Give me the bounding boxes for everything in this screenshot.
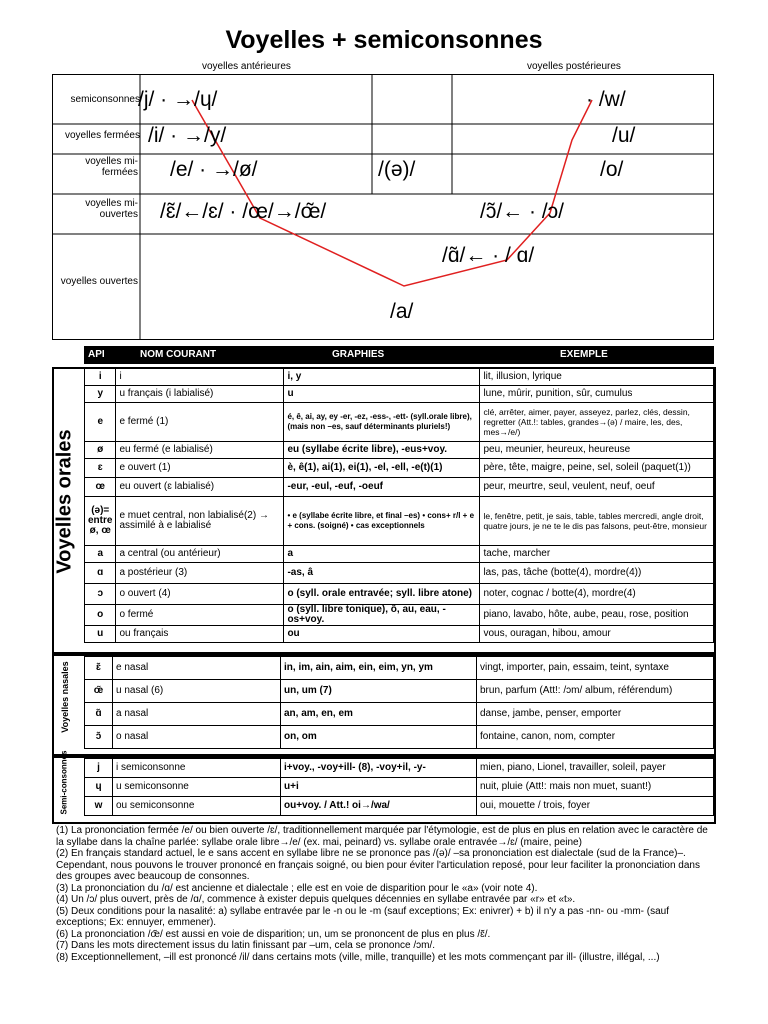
table-row bbox=[85, 386, 714, 403]
cell-graphies: é, ê, ai, ay, ey -er, -ez, -ess-, -ett- (syll.orale libre), (mais non –es, sauf déterminants pluriels!) bbox=[284, 403, 480, 442]
footnote: (5) Deux conditions pour la nasalité: a) syllabe entravée par le -n ou le -m (sauf exceptions; Ex: enivrer) + b) il n'y a pas -nn- ou -mm- (sauf exceptions; Ex: ennuyer, emmener). bbox=[56, 905, 670, 928]
section-label-semi: Semi-consonnes bbox=[59, 750, 69, 815]
cell-name: a postérieur (3) bbox=[116, 563, 284, 584]
table-row bbox=[85, 703, 714, 726]
cell-graphies: an, am, en, em bbox=[281, 703, 477, 726]
cell-example: vingt, importer, pain, essaim, teint, syntaxe bbox=[477, 657, 714, 680]
row-label-open: voyelles ouvertes bbox=[60, 276, 138, 287]
cell-name: i semiconsonne bbox=[113, 759, 281, 778]
cell-example: piano, lavabo, hôte, aube, peau, rose, position bbox=[480, 605, 714, 626]
cell-graphies: a bbox=[284, 546, 480, 563]
ipa-back-semi: · /w/ bbox=[586, 88, 626, 111]
footnote: (8) Exceptionnellement, –ill est prononcé /il/ dans certains mots (ville, mille, tranquille) et les mots commençant par ill- (illustre, illégal, ...) bbox=[56, 951, 660, 963]
cell-name: a nasal bbox=[113, 703, 281, 726]
cell-example: clé, arrêter, aimer, payer, asseyez, parlez, clés, dessin, regretter (Att.!: tables, grandes→(ə) / maire, les, des, mes→/e/) bbox=[480, 403, 714, 442]
cell-example: lit, illusion, lyrique bbox=[480, 369, 714, 386]
ipa-front-midopen: /ɛ̃/←/ɛ/ · /œ/→/œ̃/ bbox=[160, 200, 327, 223]
cell-api: ɑ̃ bbox=[85, 703, 113, 726]
cell-example: père, tête, maigre, peine, sel, soleil (paquet(1)) bbox=[480, 459, 714, 478]
footnote: (1) La prononciation fermée /e/ ou bien ouverte /ɛ/, traditionnellement marquée par l'étymologie, est de plus en plus en relation avec le caractère de la syllabe dans la chaîne parlée: syllabe orale libre→/e/ (ex. mai, peinard) vs. syllabe orale entravée→/ɛ/ (maire, peine) bbox=[56, 825, 708, 848]
table-row bbox=[85, 369, 714, 386]
cell-api: u bbox=[85, 626, 116, 643]
col-header-name: NOM COURANT bbox=[140, 349, 217, 360]
table-row bbox=[85, 497, 714, 546]
cell-example: lune, mûrir, punition, sûr, cumulus bbox=[480, 386, 714, 403]
cell-name: e nasal bbox=[113, 657, 281, 680]
cell-name: a central (ou antérieur) bbox=[116, 546, 284, 563]
table-row bbox=[85, 626, 714, 643]
cell-api: j bbox=[85, 759, 113, 778]
cell-graphies: ou+voy. / Att.! oi→/wa/ bbox=[281, 797, 477, 816]
cell-name: ou français bbox=[116, 626, 284, 643]
cell-graphies: i, y bbox=[284, 369, 480, 386]
cell-api: w bbox=[85, 797, 113, 816]
cell-api: y bbox=[85, 386, 116, 403]
cell-api: ø bbox=[85, 442, 116, 459]
cell-graphies: eu (syllabe écrite libre), -eus+voy. bbox=[284, 442, 480, 459]
cell-example: fontaine, canon, nom, compter bbox=[477, 726, 714, 749]
table-row bbox=[85, 459, 714, 478]
table-row bbox=[85, 584, 714, 605]
cell-graphies: u bbox=[284, 386, 480, 403]
cell-name: eu fermé (e labialisé) bbox=[116, 442, 284, 459]
ipa-central-a: /a/ bbox=[390, 300, 414, 323]
cell-api: œ̃ bbox=[85, 680, 113, 703]
cell-graphies: è, ê(1), ai(1), ei(1), -el, -ell, -e(t)(1) bbox=[284, 459, 480, 478]
cell-example: peu, meunier, heureux, heureuse bbox=[480, 442, 714, 459]
cell-name: o nasal bbox=[113, 726, 281, 749]
table-row bbox=[85, 478, 714, 497]
cell-api: o bbox=[85, 605, 116, 626]
cell-name: e ouvert (1) bbox=[116, 459, 284, 478]
cell-graphies: -eur, -eul, -euf, -oeuf bbox=[284, 478, 480, 497]
cell-example: noter, cognac / botte(4), mordre(4) bbox=[480, 584, 714, 605]
table-row bbox=[85, 442, 714, 459]
ipa-back-closed: /u/ bbox=[612, 124, 636, 147]
cell-graphies: -as, â bbox=[284, 563, 480, 584]
ipa-front-midclosed: /e/ · →/ø/ bbox=[170, 158, 258, 181]
cell-name: u nasal (6) bbox=[113, 680, 281, 703]
cell-example: oui, mouette / trois, foyer bbox=[477, 797, 714, 816]
cell-example: nuit, pluie (Att!: mais non muet, suant!) bbox=[477, 778, 714, 797]
cell-name: e fermé (1) bbox=[116, 403, 284, 442]
table-row bbox=[85, 759, 714, 778]
cell-example: mien, piano, Lionel, travailler, soleil, payer bbox=[477, 759, 714, 778]
vowel-chart bbox=[52, 58, 714, 340]
cell-graphies: o (syll. orale entravée; syll. libre atone) bbox=[284, 584, 480, 605]
header-front: voyelles antérieures bbox=[202, 61, 291, 72]
cell-api: œ bbox=[85, 478, 116, 497]
cell-example: danse, jambe, penser, emporter bbox=[477, 703, 714, 726]
cell-graphies: ou bbox=[284, 626, 480, 643]
ipa-front-closed: /i/ · →/y/ bbox=[148, 124, 227, 147]
cell-graphies: o (syll. libre tonique), ô, au, eau, -os+voy. bbox=[284, 605, 480, 626]
ipa-back-midclosed: /o/ bbox=[600, 158, 624, 181]
cell-example: le, fenêtre, petit, je sais, table, tables mercredi, angle droit, quatre jours, je ne te le dis pas falsons, peut-être, monsieur bbox=[480, 497, 714, 546]
header-back: voyelles postérieures bbox=[527, 61, 621, 72]
page-title: Voyelles + semiconsonnes bbox=[225, 26, 543, 54]
cell-name: eu ouvert (ɛ labialisé) bbox=[116, 478, 284, 497]
col-header-api: API bbox=[88, 349, 105, 360]
cell-api: ɛ bbox=[85, 459, 116, 478]
cell-api: a bbox=[85, 546, 116, 563]
table-oral bbox=[84, 368, 714, 643]
row-label-semi: semiconsonnes bbox=[70, 94, 140, 105]
cell-name: e muet central, non labialisé(2) → assimilé à e labialisé bbox=[116, 497, 284, 546]
cell-name: ou semiconsonne bbox=[113, 797, 281, 816]
cell-example: tache, marcher bbox=[480, 546, 714, 563]
cell-name: u français (i labialisé) bbox=[116, 386, 284, 403]
section-label-nasal: Voyelles nasales bbox=[60, 661, 70, 733]
ipa-back-open: /ɑ̃/← · / ɑ/ bbox=[442, 244, 535, 267]
cell-name: o fermé bbox=[116, 605, 284, 626]
table-header bbox=[84, 346, 714, 364]
table-row bbox=[85, 657, 714, 680]
col-header-example: EXEMPLE bbox=[560, 349, 608, 360]
footnotes bbox=[56, 825, 716, 963]
cell-graphies: i+voy., -voy+ill- (8), -voy+il, -y- bbox=[281, 759, 477, 778]
footnote: (6) La prononciation /œ̃/ est aussi en voie de disparition; un, um se prononcent de plus en plus /ɛ̃/. bbox=[56, 928, 491, 940]
cell-api: e bbox=[85, 403, 116, 442]
table-semi bbox=[84, 758, 714, 816]
cell-graphies: u+i bbox=[281, 778, 477, 797]
row-label-midclosed: voyelles mi-fermées bbox=[85, 156, 138, 178]
table-row bbox=[85, 797, 714, 816]
row-label-midopen: voyelles mi-ouvertes bbox=[85, 198, 138, 220]
cell-name: u semiconsonne bbox=[113, 778, 281, 797]
section-label-oral: Voyelles orales bbox=[53, 429, 76, 574]
footnote: (7) Dans les mots directement issus du latin finissant par –um, cela se prononce /ɔm/. bbox=[56, 940, 436, 951]
footnote: (2) En français standard actuel, le e sans accent en syllabe libre ne se prononce pas /(ə)/ –sa prononciation est dialectale (sud de la France)–. Cependant, nous pouvons le trouver prononcé en français soigné, ou bien pour éviter l'articulation reposé, pour leur faciliter la prononciation dans des groupes avec beaucoup de consonnes. bbox=[56, 848, 700, 882]
cell-graphies: on, om bbox=[281, 726, 477, 749]
cell-api: i bbox=[85, 369, 116, 386]
cell-graphies: in, im, ain, aim, ein, eim, yn, ym bbox=[281, 657, 477, 680]
cell-name: i bbox=[116, 369, 284, 386]
ipa-back-midopen: /ɔ̃/← · /ɔ/ bbox=[480, 200, 564, 223]
cell-graphies: • e (syllabe écrite libre, et final –es) • cons+ r/l + e + cons. (soigné) • cas exceptionnels bbox=[284, 497, 480, 546]
cell-example: brun, parfum (Att!: /ɔm/ album, référendum) bbox=[477, 680, 714, 703]
row-label-closed: voyelles fermées bbox=[64, 130, 140, 141]
table-row bbox=[85, 563, 714, 584]
table-nasal bbox=[84, 656, 714, 749]
table-row bbox=[85, 403, 714, 442]
cell-example: peur, meurtre, seul, veulent, neuf, oeuf bbox=[480, 478, 714, 497]
table-row bbox=[85, 546, 714, 563]
table-row bbox=[85, 605, 714, 626]
cell-api: ɥ bbox=[85, 778, 113, 797]
ipa-central-schwa: /(ə)/ bbox=[378, 158, 416, 181]
cell-api: ɑ bbox=[85, 563, 116, 584]
cell-example: vous, ouragan, hibou, amour bbox=[480, 626, 714, 643]
cell-api: ɔ bbox=[85, 584, 116, 605]
cell-graphies: un, um (7) bbox=[281, 680, 477, 703]
cell-api: ɛ̃ bbox=[85, 657, 113, 680]
footnote: (4) Un /ɔ/ plus ouvert, près de /ɑ/, commence à exister depuis quelques décennies en syllabe entravée par «r» et «t». bbox=[56, 894, 576, 905]
table-row bbox=[85, 726, 714, 749]
col-header-graphies: GRAPHIES bbox=[332, 349, 385, 360]
cell-api: ɔ̃ bbox=[85, 726, 113, 749]
cell-example: las, pas, tâche (botte(4), mordre(4)) bbox=[480, 563, 714, 584]
ipa-front-semi: /j/ · →/ɥ/ bbox=[138, 88, 218, 111]
table-row bbox=[85, 680, 714, 703]
cell-api: (ə)= entre ø, œ bbox=[85, 497, 116, 546]
cell-name: o ouvert (4) bbox=[116, 584, 284, 605]
footnote: (3) La prononciation du /ɑ/ est ancienne et dialectale ; elle est en voie de disparition pour le «a» (voir note 4). bbox=[56, 882, 538, 894]
table-row bbox=[85, 778, 714, 797]
